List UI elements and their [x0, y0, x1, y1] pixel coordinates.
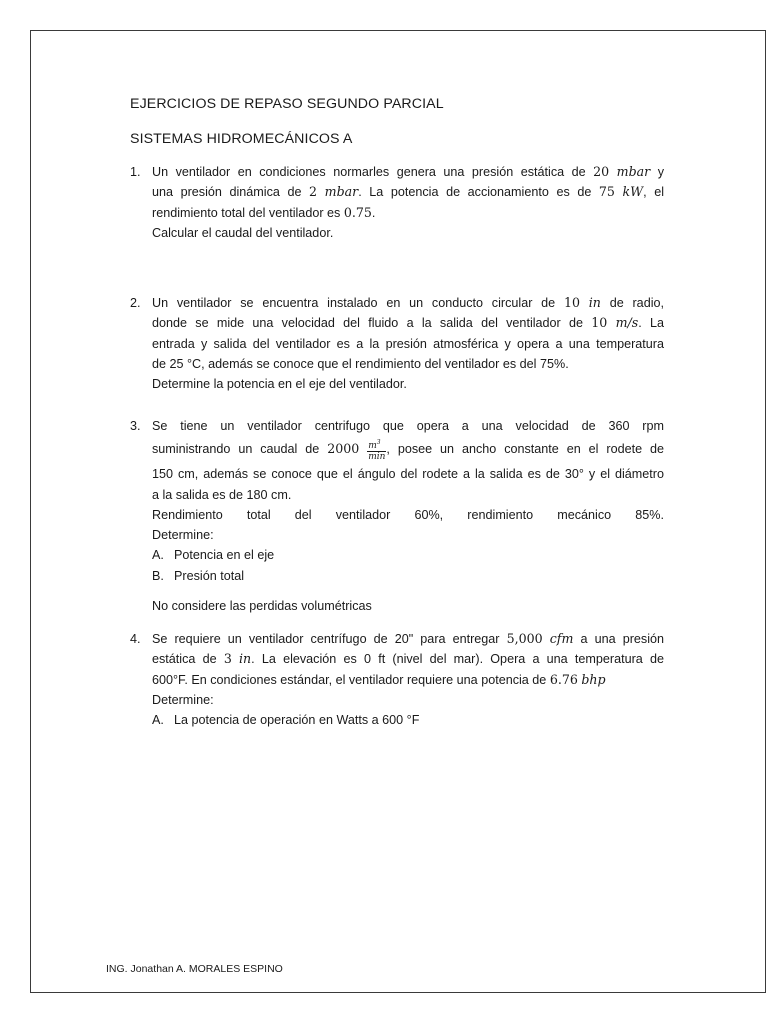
exercise-text-line: a la salida es de 180 cm. — [152, 487, 292, 502]
exercise-text-line: suministrando un caudal de 2000 $\frac{m^3}{\min}$ , posee un ancho constante en el rodete de — [152, 438, 665, 462]
exercise-text-line: rendimiento total del ventilador es 0.75. — [152, 204, 376, 220]
exercise-text-line: donde se mide una velocidad del fluido a la salida del ventilador de 10 m/s. La — [152, 315, 665, 331]
exercise-2 — [130, 293, 665, 394]
exercise-number: 4. — [130, 632, 141, 646]
exercise-text-line: estática de 3 in. La elevación es 0 ft (nivel del mar). Opera a una temperatura de — [152, 651, 664, 667]
subquestion-b: B. Presión total — [152, 568, 245, 583]
subquestion-a: A. La potencia de operación en Watts a 600 °F — [152, 713, 420, 728]
exercise-text-line: Un ventilador en condiciones normarles genera una presión estática de 20 mbar y — [152, 164, 664, 179]
exercise-text-line: de 25 °C, además se conoce que el rendimiento del ventilador es del 75%. — [152, 356, 569, 371]
exercise-text-line: una presión dinámica de 2 mbar. La potencia de accionamiento es de 75 kW, el — [152, 184, 665, 200]
exercise-text-line: Un ventilador se encuentra instalado en un conducto circular de 10 in de radio, — [152, 295, 664, 310]
exercise-number: 2. — [130, 296, 141, 310]
footer-author: ING. Jonathan A. MORALES ESPINO — [106, 963, 283, 975]
exercise-text-line: 600°F. En condiciones estándar, el ventilador requiere una potencia de 6.76 bhp — [152, 671, 606, 687]
exercise-text-line: entrada y salida del ventilador es a la presión atmosférica y opera a una temperatura — [152, 336, 664, 351]
exercise-text-line: Rendimiento total del ventilador 60%, rendimiento mecánico 85%. — [152, 507, 664, 522]
exercise-1 — [130, 162, 665, 243]
exercise-number: 1. — [130, 165, 141, 179]
exercise-text-line: Se tiene un ventilador centrifugo que opera a una velocidad de 360 rpm — [152, 419, 664, 433]
exercise-3 — [130, 416, 665, 616]
document-title: EJERCICIOS DE REPASO SEGUNDO PARCIAL — [130, 96, 444, 112]
exercise-text-line: Se requiere un ventilador centrífugo de 20" para entregar 5,000 cfm a una presión — [152, 631, 664, 646]
exercise-note: No considere las perdidas volumétricas — [152, 599, 372, 614]
document-subject: SISTEMAS HIDROMECÁNICOS A — [130, 131, 353, 147]
subquestion-a: A. Potencia en el eje — [152, 548, 275, 563]
exercise-text-line: Determine: — [152, 528, 214, 543]
flow-unit-fraction: $\frac{m^3}{\min}$ — [368, 438, 386, 462]
exercise-task: Calcular el caudal del ventilador. — [152, 225, 334, 240]
exercise-task: Determine la potencia en el eje del ventilador. — [152, 377, 407, 392]
exercise-text-line: Determine: — [152, 692, 214, 707]
exercise-text-line: 150 cm, además se conoce que el ángulo del rodete a la salida es de 30° y el diámetro — [152, 467, 664, 482]
document-page — [30, 30, 766, 993]
exercise-number: 3. — [130, 419, 141, 433]
exercise-4 — [130, 629, 664, 730]
